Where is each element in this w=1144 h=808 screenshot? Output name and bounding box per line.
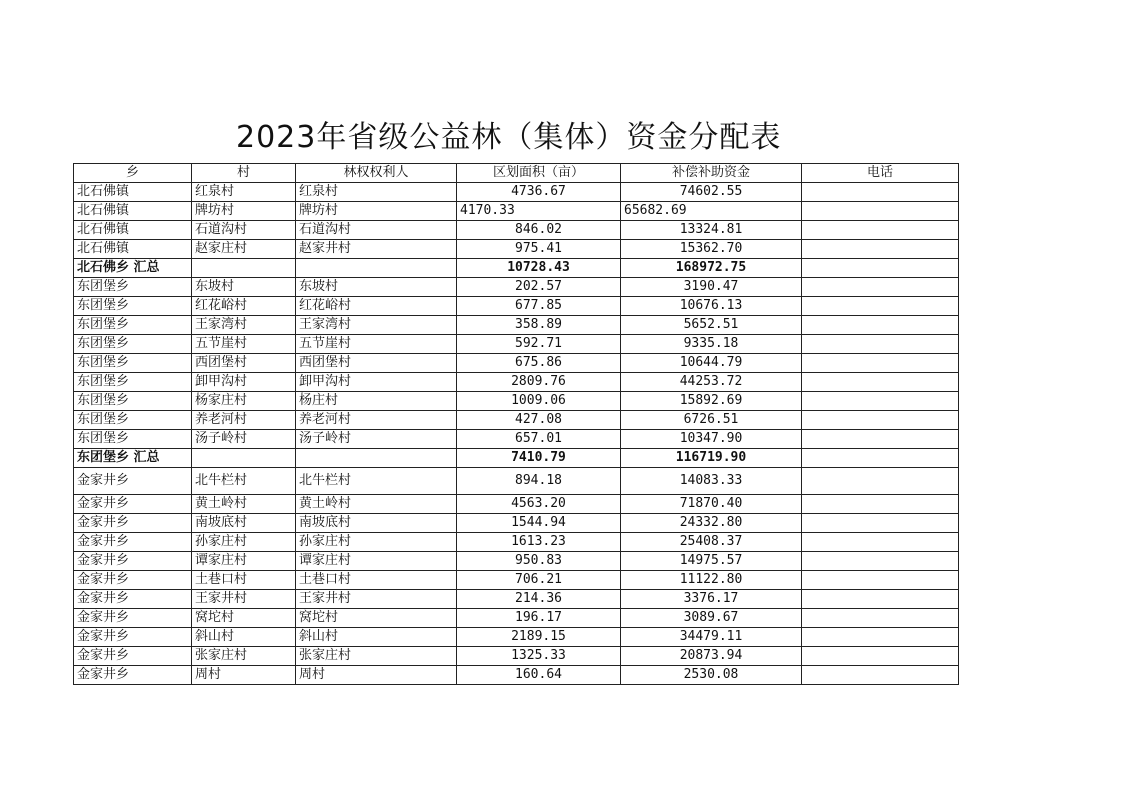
cell-owner: 谭家庄村 <box>296 552 457 571</box>
cell-area: 196.17 <box>457 609 621 628</box>
cell-phone <box>802 183 959 202</box>
cell-area: 1544.94 <box>457 514 621 533</box>
cell-area: 160.64 <box>457 666 621 685</box>
cell-cun: 南坡底村 <box>192 514 296 533</box>
cell-xiang: 东团堡乡 汇总 <box>74 449 192 468</box>
cell-xiang: 东团堡乡 <box>74 354 192 373</box>
table-row <box>74 666 959 685</box>
cell-cun <box>192 259 296 278</box>
cell-cun: 谭家庄村 <box>192 552 296 571</box>
cell-xiang: 金家井乡 <box>74 514 192 533</box>
cell-funds: 14975.57 <box>621 552 802 571</box>
cell-xiang: 金家井乡 <box>74 495 192 514</box>
cell-phone <box>802 609 959 628</box>
cell-phone <box>802 278 959 297</box>
cell-xiang: 北石佛镇 <box>74 183 192 202</box>
cell-xiang: 金家井乡 <box>74 571 192 590</box>
cell-area: 592.71 <box>457 335 621 354</box>
subtotal-row <box>74 259 959 278</box>
cell-phone <box>802 552 959 571</box>
cell-phone <box>802 392 959 411</box>
cell-owner: 赵家井村 <box>296 240 457 259</box>
header-owner: 林权权利人 <box>296 164 457 183</box>
header-phone: 电话 <box>802 164 959 183</box>
cell-phone <box>802 335 959 354</box>
cell-cun: 周村 <box>192 666 296 685</box>
cell-area: 1009.06 <box>457 392 621 411</box>
cell-cun: 五节崖村 <box>192 335 296 354</box>
cell-owner: 窝坨村 <box>296 609 457 628</box>
page-title: 2023年省级公益林（集体）资金分配表 <box>236 120 782 155</box>
cell-owner: 五节崖村 <box>296 335 457 354</box>
cell-xiang: 金家井乡 <box>74 533 192 552</box>
cell-funds: 3190.47 <box>621 278 802 297</box>
cell-area: 202.57 <box>457 278 621 297</box>
cell-cun: 汤子岭村 <box>192 430 296 449</box>
cell-phone <box>802 221 959 240</box>
table-header-row <box>74 164 959 183</box>
table-row <box>74 647 959 666</box>
header-cun: 村 <box>192 164 296 183</box>
cell-area: 4563.20 <box>457 495 621 514</box>
table-row <box>74 533 959 552</box>
cell-phone <box>802 514 959 533</box>
table-row <box>74 468 959 495</box>
table-row <box>74 411 959 430</box>
cell-funds: 5652.51 <box>621 316 802 335</box>
cell-owner: 孙家庄村 <box>296 533 457 552</box>
header-funds: 补偿补助资金 <box>621 164 802 183</box>
cell-phone <box>802 297 959 316</box>
cell-xiang: 金家井乡 <box>74 647 192 666</box>
cell-xiang: 北石佛镇 <box>74 240 192 259</box>
cell-funds: 74602.55 <box>621 183 802 202</box>
cell-funds: 20873.94 <box>621 647 802 666</box>
cell-area: 4170.33 <box>457 202 621 221</box>
cell-cun: 北牛栏村 <box>192 468 296 495</box>
header-xiang: 乡 <box>74 164 192 183</box>
cell-area: 1325.33 <box>457 647 621 666</box>
cell-funds: 44253.72 <box>621 373 802 392</box>
cell-xiang: 东团堡乡 <box>74 335 192 354</box>
cell-xiang: 东团堡乡 <box>74 316 192 335</box>
cell-xiang: 东团堡乡 <box>74 373 192 392</box>
cell-owner: 石道沟村 <box>296 221 457 240</box>
cell-owner: 红泉村 <box>296 183 457 202</box>
cell-area: 2189.15 <box>457 628 621 647</box>
cell-funds: 3089.67 <box>621 609 802 628</box>
cell-owner: 东坡村 <box>296 278 457 297</box>
cell-funds: 71870.40 <box>621 495 802 514</box>
cell-cun: 西团堡村 <box>192 354 296 373</box>
cell-area: 4736.67 <box>457 183 621 202</box>
table-row <box>74 297 959 316</box>
cell-owner: 养老河村 <box>296 411 457 430</box>
cell-owner: 西团堡村 <box>296 354 457 373</box>
cell-cun: 土巷口村 <box>192 571 296 590</box>
cell-area: 975.41 <box>457 240 621 259</box>
cell-xiang: 东团堡乡 <box>74 297 192 316</box>
cell-xiang: 北石佛镇 <box>74 202 192 221</box>
cell-phone <box>802 430 959 449</box>
table-row <box>74 571 959 590</box>
cell-xiang: 金家井乡 <box>74 666 192 685</box>
cell-funds: 9335.18 <box>621 335 802 354</box>
cell-funds: 34479.11 <box>621 628 802 647</box>
cell-cun: 养老河村 <box>192 411 296 430</box>
cell-area: 7410.79 <box>457 449 621 468</box>
cell-xiang: 北石佛乡 汇总 <box>74 259 192 278</box>
cell-owner: 斜山村 <box>296 628 457 647</box>
cell-phone <box>802 449 959 468</box>
table-row <box>74 183 959 202</box>
cell-area: 214.36 <box>457 590 621 609</box>
table-row <box>74 392 959 411</box>
cell-area: 358.89 <box>457 316 621 335</box>
cell-xiang: 东团堡乡 <box>74 411 192 430</box>
table-row <box>74 373 959 392</box>
table-row <box>74 278 959 297</box>
cell-funds: 15362.70 <box>621 240 802 259</box>
table-row <box>74 552 959 571</box>
cell-funds: 15892.69 <box>621 392 802 411</box>
cell-owner: 南坡底村 <box>296 514 457 533</box>
cell-phone <box>802 468 959 495</box>
cell-owner: 牌坊村 <box>296 202 457 221</box>
cell-cun: 红花峪村 <box>192 297 296 316</box>
cell-phone <box>802 354 959 373</box>
cell-owner <box>296 449 457 468</box>
funds-table <box>73 163 959 685</box>
cell-cun: 斜山村 <box>192 628 296 647</box>
cell-area: 657.01 <box>457 430 621 449</box>
cell-xiang: 金家井乡 <box>74 628 192 647</box>
cell-funds: 6726.51 <box>621 411 802 430</box>
cell-owner: 北牛栏村 <box>296 468 457 495</box>
cell-owner: 土巷口村 <box>296 571 457 590</box>
cell-phone <box>802 571 959 590</box>
table-row <box>74 335 959 354</box>
table-row <box>74 354 959 373</box>
cell-area: 427.08 <box>457 411 621 430</box>
cell-xiang: 东团堡乡 <box>74 430 192 449</box>
table-body <box>74 183 959 685</box>
cell-cun: 窝坨村 <box>192 609 296 628</box>
cell-cun: 东坡村 <box>192 278 296 297</box>
cell-area: 10728.43 <box>457 259 621 278</box>
cell-area: 675.86 <box>457 354 621 373</box>
cell-cun: 孙家庄村 <box>192 533 296 552</box>
cell-funds: 10644.79 <box>621 354 802 373</box>
cell-owner <box>296 259 457 278</box>
table-row <box>74 609 959 628</box>
cell-phone <box>802 373 959 392</box>
cell-owner: 杨庄村 <box>296 392 457 411</box>
cell-area: 1613.23 <box>457 533 621 552</box>
cell-cun: 赵家庄村 <box>192 240 296 259</box>
cell-funds: 14083.33 <box>621 468 802 495</box>
cell-phone <box>802 666 959 685</box>
cell-area: 894.18 <box>457 468 621 495</box>
cell-owner: 红花峪村 <box>296 297 457 316</box>
cell-xiang: 东团堡乡 <box>74 392 192 411</box>
table-row <box>74 495 959 514</box>
header-area: 区划面积（亩） <box>457 164 621 183</box>
cell-xiang: 金家井乡 <box>74 590 192 609</box>
cell-area: 846.02 <box>457 221 621 240</box>
cell-xiang: 金家井乡 <box>74 468 192 495</box>
cell-xiang: 金家井乡 <box>74 609 192 628</box>
cell-area: 706.21 <box>457 571 621 590</box>
cell-phone <box>802 533 959 552</box>
cell-owner: 周村 <box>296 666 457 685</box>
cell-phone <box>802 316 959 335</box>
cell-phone <box>802 647 959 666</box>
table-row <box>74 514 959 533</box>
cell-owner: 王家井村 <box>296 590 457 609</box>
cell-xiang: 金家井乡 <box>74 552 192 571</box>
table-row <box>74 240 959 259</box>
cell-funds: 11122.80 <box>621 571 802 590</box>
cell-phone <box>802 411 959 430</box>
cell-xiang: 北石佛镇 <box>74 221 192 240</box>
cell-owner: 卸甲沟村 <box>296 373 457 392</box>
cell-phone <box>802 240 959 259</box>
cell-phone <box>802 628 959 647</box>
subtotal-row <box>74 449 959 468</box>
cell-phone <box>802 202 959 221</box>
cell-funds: 3376.17 <box>621 590 802 609</box>
table-row <box>74 590 959 609</box>
cell-funds: 10347.90 <box>621 430 802 449</box>
cell-cun: 牌坊村 <box>192 202 296 221</box>
cell-phone <box>802 590 959 609</box>
cell-owner: 张家庄村 <box>296 647 457 666</box>
table-row <box>74 316 959 335</box>
table-row <box>74 202 959 221</box>
cell-cun: 卸甲沟村 <box>192 373 296 392</box>
table-row <box>74 628 959 647</box>
table-row <box>74 430 959 449</box>
cell-area: 677.85 <box>457 297 621 316</box>
cell-owner: 黄土岭村 <box>296 495 457 514</box>
cell-cun: 黄土岭村 <box>192 495 296 514</box>
cell-xiang: 东团堡乡 <box>74 278 192 297</box>
cell-cun: 杨家庄村 <box>192 392 296 411</box>
cell-funds: 116719.90 <box>621 449 802 468</box>
cell-funds: 24332.80 <box>621 514 802 533</box>
cell-phone <box>802 495 959 514</box>
cell-owner: 王家湾村 <box>296 316 457 335</box>
table-row <box>74 221 959 240</box>
cell-area: 2809.76 <box>457 373 621 392</box>
cell-owner: 汤子岭村 <box>296 430 457 449</box>
cell-cun: 王家湾村 <box>192 316 296 335</box>
cell-funds: 10676.13 <box>621 297 802 316</box>
cell-phone <box>802 259 959 278</box>
cell-funds: 65682.69 <box>621 202 802 221</box>
cell-funds: 168972.75 <box>621 259 802 278</box>
cell-cun: 红泉村 <box>192 183 296 202</box>
cell-cun: 王家井村 <box>192 590 296 609</box>
cell-area: 950.83 <box>457 552 621 571</box>
cell-cun: 张家庄村 <box>192 647 296 666</box>
cell-funds: 2530.08 <box>621 666 802 685</box>
cell-cun: 石道沟村 <box>192 221 296 240</box>
cell-funds: 25408.37 <box>621 533 802 552</box>
cell-cun <box>192 449 296 468</box>
cell-funds: 13324.81 <box>621 221 802 240</box>
